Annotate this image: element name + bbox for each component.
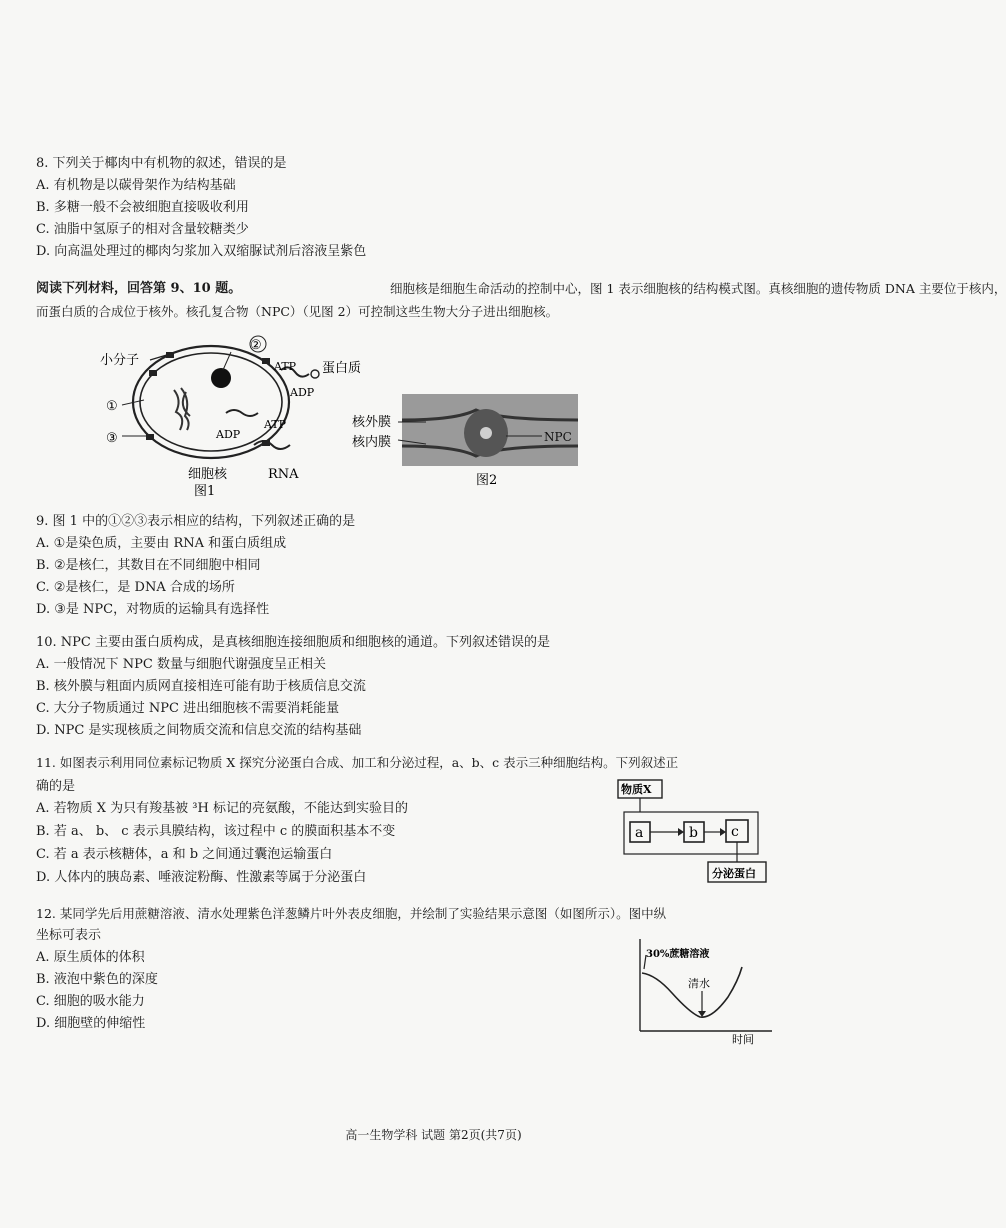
q12-stem-line-2: 坐标可表示 [36, 928, 102, 943]
label-2: ② [250, 338, 262, 353]
label-sucrose: 30%蔗糖溶液 [646, 949, 710, 960]
figure-2-npc [346, 390, 586, 490]
label-time: 时间 [732, 1033, 754, 1046]
label-rna: RNA [268, 467, 299, 482]
label-a: a [635, 825, 644, 841]
q11-option-c: C. 若 a 表示核糖体，a 和 b 之间通过囊泡运输蛋白 [36, 847, 333, 862]
q9-option-a: A. ①是染色质，主要由 RNA 和蛋白质组成 [36, 536, 287, 551]
material-paragraph-1: 细胞核是细胞生命活动的控制中心，图 1 表示细胞核的结构模式图。真核细胞的遗传物质 DNA 主要位于核内， [390, 281, 1006, 296]
pore-top-right [262, 358, 270, 364]
label-secreted-protein: 分泌蛋白 [712, 867, 756, 880]
pore-left-top [149, 370, 157, 376]
pore-left-bottom [146, 434, 154, 440]
q10-stem: 10. NPC 主要由蛋白质构成，是真核细胞连接细胞质和细胞核的通道。下列叙述错误的是 [36, 635, 551, 650]
q11-flow-diagram [612, 776, 782, 886]
label-water: 清水 [688, 977, 710, 990]
q8-option-d: D. 向高温处理过的椰肉匀浆加入双缩脲试剂后溶液呈紫色 [36, 244, 367, 259]
rna-strand-inner [226, 410, 258, 416]
caption-figure-2: 图2 [476, 473, 498, 488]
arrowhead-a-b [678, 828, 684, 836]
q10-option-a: A. 一般情况下 NPC 数量与细胞代谢强度呈正相关 [36, 657, 326, 672]
q9-option-d: D. ③是 NPC，对物质的运输具有选择性 [36, 602, 270, 617]
material-paragraph-2: 而蛋白质的合成位于核外。核孔复合物（NPC）（见图 2）可控制这些生物大分子进出细胞核。 [36, 304, 559, 319]
caption-figure-1: 图1 [194, 484, 216, 499]
q12-option-a: A. 原生质体的体积 [36, 950, 145, 965]
nuclear-envelope-inner [140, 353, 282, 451]
pore-bottom-right [262, 440, 270, 446]
label-adp-top: ADP [290, 386, 315, 399]
label-outer-membrane: 核外膜 [352, 415, 392, 430]
q12-option-d: D. 细胞壁的伸缩性 [36, 1016, 146, 1031]
q8-stem: 8. 下列关于椰肉中有机物的叙述，错误的是 [36, 156, 287, 171]
label-c: c [731, 824, 739, 840]
npc-center [480, 427, 492, 439]
q8-option-a: A. 有机物是以碳骨架作为结构基础 [36, 178, 236, 193]
curve [642, 967, 742, 1017]
q12-option-b: B. 液泡中紫色的深度 [36, 972, 158, 987]
q11-option-a: A. 若物质 X 为只有羧基被 ³H 标记的亮氨酸，不能达到实验目的 [36, 801, 408, 816]
q9-stem: 9. 图 1 中的①②③表示相应的结构，下列叙述正确的是 [36, 514, 356, 529]
q11-option-d: D. 人体内的胰岛素、唾液淀粉酶、性激素等属于分泌蛋白 [36, 870, 367, 885]
chromatin [174, 388, 190, 430]
label-small-molecule: 小分子 [100, 353, 140, 368]
q10-option-c: C. 大分子物质通过 NPC 进出细胞核不需要消耗能量 [36, 701, 340, 716]
label-atp-top: ATP [274, 360, 297, 373]
page-footer: 高一生物学科 试题 第2页(共7页) [345, 1128, 522, 1142]
q11-stem-line-2: 确的是 [36, 779, 76, 794]
label-b: b [689, 825, 698, 841]
label-atp-bottom: ATP [264, 418, 287, 431]
q8-option-b: B. 多糖一般不会被细胞直接吸收利用 [36, 200, 249, 215]
label-adp-bottom: ADP [216, 428, 241, 441]
q10-option-d: D. NPC 是实现核质之间物质交流和信息交流的结构基础 [36, 723, 362, 738]
q11-stem-line-1: 11. 如图表示利用同位素标记物质 X 探究分泌蛋白合成、加工和分泌过程，a、b、c 表示三种细胞结构。下列叙述正 [36, 755, 679, 770]
q10-option-b: B. 核外膜与粗面内质网直接相连可能有助于核质信息交流 [36, 679, 366, 694]
q12-stem-line-1: 12. 某同学先后用蔗糖溶液、清水处理紫色洋葱鳞片叶外表皮细胞，并绘制了实验结果示意图（如图所示）。图中纵 [36, 906, 667, 921]
q12-option-c: C. 细胞的吸水能力 [36, 994, 145, 1009]
label-nucleus: 细胞核 [188, 467, 228, 482]
q11-option-b: B. 若 a、 b、 c 表示具膜结构，该过程中 c 的膜面积基本不变 [36, 824, 396, 839]
label-substance-x: 物质X [621, 783, 652, 796]
q9-option-c: C. ②是核仁，是 DNA 合成的场所 [36, 580, 235, 595]
q9-option-b: B. ②是核仁，其数目在不同细胞中相同 [36, 558, 261, 573]
label-3: ③ [106, 431, 118, 446]
label-npc: NPC [544, 430, 572, 444]
label-inner-membrane: 核内膜 [352, 435, 392, 450]
label-protein: 蛋白质 [322, 361, 362, 376]
protein-circle [311, 370, 319, 378]
q8-option-c: C. 油脂中氢原子的相对含量较糖类少 [36, 222, 249, 237]
material-heading: 阅读下列材料，回答第 9、10 题。 [36, 281, 242, 296]
nucleolus [211, 368, 231, 388]
figure-1-nucleus [86, 330, 366, 500]
label-1: ① [106, 399, 118, 414]
arrowhead-b-c [720, 828, 726, 836]
q12-graph [632, 935, 782, 1047]
